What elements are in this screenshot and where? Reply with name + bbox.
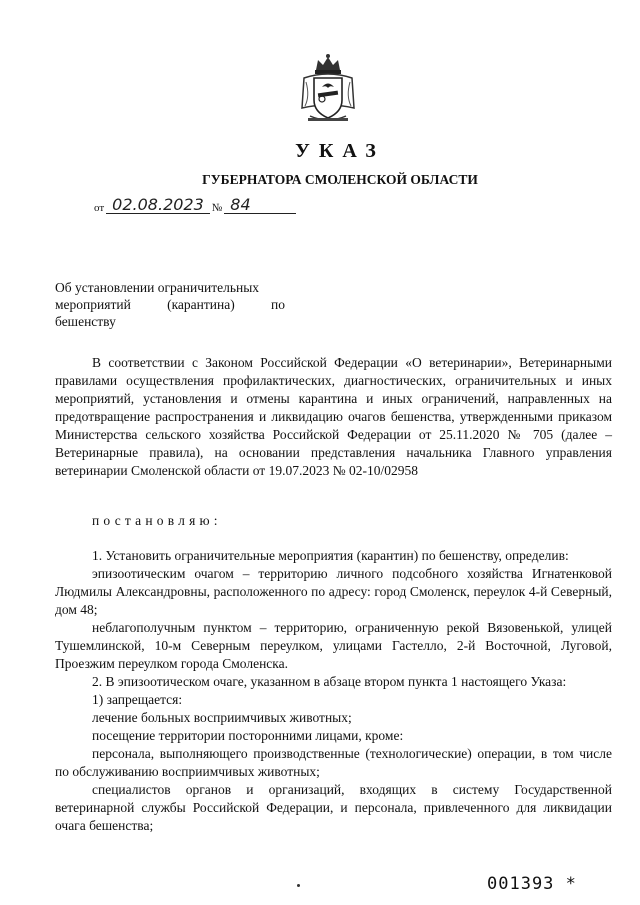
paragraph: 1) запрещается: xyxy=(92,692,183,707)
scan-dot xyxy=(297,884,300,887)
decree-subject xyxy=(55,279,285,330)
preamble xyxy=(55,354,612,480)
paragraph: эпизоотическим очагом – территорию личного подсобного хозяйства Игнатенковой Людмилы Александровны, расположенного по адресу: город Смоленск, переулок 4-й Северный, дом 48; xyxy=(55,566,612,617)
decree-number: 84 xyxy=(224,197,296,214)
paragraph: 1. Установить ограничительные мероприятия (карантин) по бешенству, определив: xyxy=(92,548,569,563)
paragraph: 2. В эпизоотическом очаге, указанном в абзаце втором пункта 1 настоящего Указа: xyxy=(92,674,567,689)
number-label: № xyxy=(211,202,223,214)
paragraph: неблагополучным пунктом – территорию, ограниченную рекой Вязовенькой, улицей Тушемлинской, 10-м Северным переулком, улицами Гастелло, 2-й Восточной, Луговой, Проезжим переулком города Смоленска. xyxy=(55,620,612,671)
paragraph: специалистов органов и организаций, входящих в систему Государственной ветеринарной службы Российской Федерации, и персонала, привлеченного для ликвидации очага бешенства; xyxy=(55,782,612,833)
decree-body xyxy=(55,547,612,835)
serial-number: 001393 * xyxy=(487,874,577,894)
paragraph: посещение территории посторонними лицами, кроме: xyxy=(92,728,404,743)
subject-line: Об установлении ограничительных xyxy=(55,280,260,295)
dateline xyxy=(92,194,296,214)
decree-date: 02.08.2023 xyxy=(106,197,210,214)
paragraph: персонала, выполняющего производственные (технологические) операции, в том числе по обслуживанию восприимчивых животных; xyxy=(55,746,612,779)
date-from-label: от xyxy=(94,202,105,214)
decree-word: постановляю: xyxy=(92,513,222,528)
document-title: УКАЗ xyxy=(295,140,385,162)
preamble-text: В соответствии с Законом Российской Федерации «О ветеринарии», Ветеринарными правилами осуществления профилактических, диагностических, ограничительных и иных мероприятий, установления и отмены карантина и иных ограничений, направленных на предотвращение распространения и ликвидацию очагов бешенства, утвержденными приказом Министерства сельского хозяйства Российской Федерации от 25.11.2020 № 705 (далее – Ветеринарные правила), на основании представления начальника Главного управления ветеринарии Смоленской области от 19.07.2023 № 02-10/02958 xyxy=(55,355,612,478)
document-subtitle: ГУБЕРНАТОРА СМОЛЕНСКОЙ ОБЛАСТИ xyxy=(202,172,478,187)
paragraph: лечение больных восприимчивых животных; xyxy=(92,710,352,725)
subject-line: мероприятий (карантина) по xyxy=(55,297,285,312)
coat-of-arms-icon xyxy=(296,52,360,128)
subject-line: бешенству xyxy=(55,314,116,329)
